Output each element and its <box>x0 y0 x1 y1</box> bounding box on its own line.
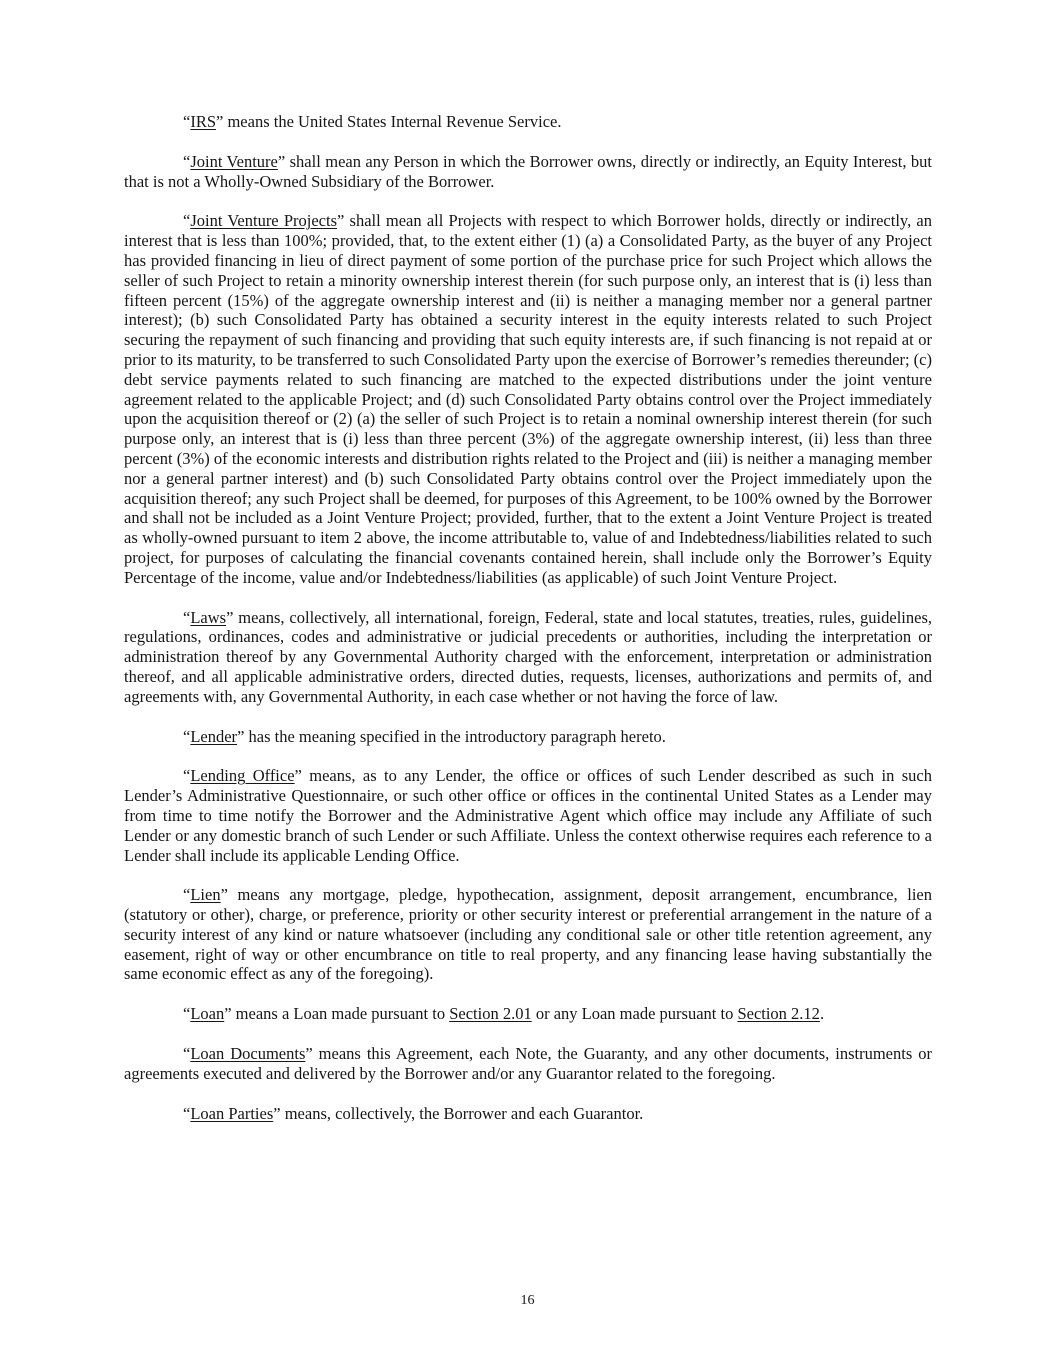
definition-joint-venture <box>124 152 932 192</box>
paragraph-text: ” means, as to any Lender, the office or offices of such Lender described as such in such Lender’s Administrative Questionnaire, or such other office or offices in the continental United States as a Lender may from time to time notify the Borrower and the Administrative Agent which office may include any Affiliate of such Lender or any domestic branch of such Lender or such Affiliate. Unless the context otherwise requires each reference to a Lender shall include its applicable Lending Office. <box>124 766 932 865</box>
paragraph-text: ” means, collectively, all international, foreign, Federal, state and local statutes, treaties, rules, guidelines, regulations, ordinances, codes and administrative or judicial precedents or authorities, including the interpretation or administration thereof by any Governmental Authority charged with the enforcement, interpretation or administration thereof, and all applicable administrative orders, directed duties, requests, licenses, authorizations and permits of, and agreements with, any Governmental Authority, in each case whether or not having the force of law. <box>124 607 932 706</box>
paragraph-text: ” means this Agreement, each Note, the Guaranty, and any other documents, instruments or agreements executed and delivered by the Borrower and/or any Guarantor related to the foregoing. <box>124 1044 932 1083</box>
defined-term-lien: Lien <box>190 885 221 905</box>
defined-term-joint-venture: Joint Venture <box>190 151 278 171</box>
paragraph-text: ” means, collectively, the Borrower and each Guarantor. <box>273 1103 644 1123</box>
paragraph-text: ” means any mortgage, pledge, hypothecation, assignment, deposit arrangement, encumbrance, lien (statutory or other), charge, or preference, priority or other security interest or preferential arrangement in the nature of a security interest of any kind or nature whatsoever (including any conditional sale or other title retention agreement, any easement, right of way or other encumbrance on title to real property, and any financing lease having substantially the same economic effect as any of the foregoing). <box>124 885 932 984</box>
paragraph-text: ” has the meaning specified in the introductory paragraph hereto. <box>237 726 666 746</box>
definition-loan-documents <box>124 1044 932 1084</box>
paragraph-text: “ <box>183 112 191 131</box>
defined-term-loan-parties: Loan Parties <box>190 1103 274 1123</box>
paragraph-text: “ <box>183 151 191 171</box>
definition-joint-venture-projects <box>124 211 932 587</box>
definition-loan-parties <box>124 1104 932 1124</box>
paragraph-text: ” shall mean all Projects with respect to which Borrower holds, directly or indirectly, an interest that is less than 100%; provided, that, to the extent either (1) (a) a Consolidated Party, as the buyer of any Project has provided financing in lieu of direct payment of some portion of the purchase price for such Project which allows the seller of such Project to retain a minority ownership interest therein (for such purpose only, an interest that is (i) less than fifteen percent (15%) of the aggregate ownership interest and (ii) is neither a managing member nor a general partner interest); (b) such Consolidated Party has obtained a security interest in the equity interests related to such Project securing the repayment of such financing and providing that such equity interests are, if such financing is not repaid at or prior to its maturity, to be transferred to such Consolidated Party upon the exercise of Borrower’s remedies thereunder; (c) debt service payments related to such financing are matched to the expected distributions under the joint venture agreement related to the applicable Project; and (d) such Consolidated Party obtains control over the Project immediately upon the acquisition thereof or (2) (a) the seller of such Project is to retain a nominal ownership interest therein (for such purpose only, an interest that is (i) less than three percent (3%) of the aggregate ownership interest, (ii) less than three percent (3%) of the economic interests and distribution rights related to the Project and (iii) is neither a managing member nor a general partner interest) and (b) such Consolidated Party obtains control over the Project immediately upon the acquisition thereof; any such Project shall be deemed, for purposes of this Agreement, to be 100% owned by the Borrower and shall not be included as a Joint Venture Project; provided, further, that to the extent a Joint Venture Project is treated as wholly-owned pursuant to item 2 above, the income attributable to, value of and Indebtedness/liabilities related to such project, for purposes of calculating the financial covenants contained herein, shall include only the Borrower’s Equity Percentage of the income, value and/or Indebtedness/liabilities (as applicable) of such Joint Venture Project. <box>124 211 932 587</box>
document-content <box>124 112 932 1123</box>
paragraph-text: “ <box>183 607 191 627</box>
defined-term-irs: IRS <box>190 112 217 131</box>
defined-term-lender: Lender <box>190 726 238 746</box>
page-number: 16 <box>520 1293 535 1308</box>
paragraph-text: “ <box>183 211 191 231</box>
paragraph-text: ” means the United States Internal Revenue Service. <box>216 112 562 131</box>
paragraph-text: “ <box>183 766 191 786</box>
definition-lender <box>124 727 932 747</box>
section-reference-2-01: Section 2.01 <box>449 1004 532 1024</box>
defined-term-joint-venture-projects: Joint Venture Projects <box>190 211 337 231</box>
definition-laws <box>124 608 932 707</box>
defined-term-lending-office: Lending Office <box>190 766 295 786</box>
paragraph-text: “ <box>183 1103 191 1123</box>
paragraph-text: “ <box>183 1004 191 1024</box>
paragraph-text: or any Loan made pursuant to <box>531 1004 738 1024</box>
paragraph-text: ” shall mean any Person in which the Borrower owns, directly or indirectly, an Equity Interest, but that is not a Wholly-Owned Subsidiary of the Borrower. <box>124 151 932 191</box>
definition-irs <box>124 112 932 132</box>
paragraph-text: “ <box>183 1044 191 1064</box>
paragraph-text: “ <box>183 885 191 905</box>
paragraph-text: . <box>819 1004 825 1024</box>
paragraph-text: “ <box>183 726 191 746</box>
defined-term-loan-documents: Loan Documents <box>190 1044 306 1064</box>
definition-loan <box>124 1004 932 1024</box>
defined-term-loan: Loan <box>190 1004 225 1024</box>
defined-term-laws: Laws <box>190 607 227 627</box>
definition-lending-office <box>124 766 932 865</box>
definition-lien <box>124 885 932 984</box>
page-footer <box>0 1293 1055 1309</box>
paragraph-text: ” means a Loan made pursuant to <box>224 1004 450 1024</box>
section-reference-2-12: Section 2.12 <box>737 1004 820 1024</box>
